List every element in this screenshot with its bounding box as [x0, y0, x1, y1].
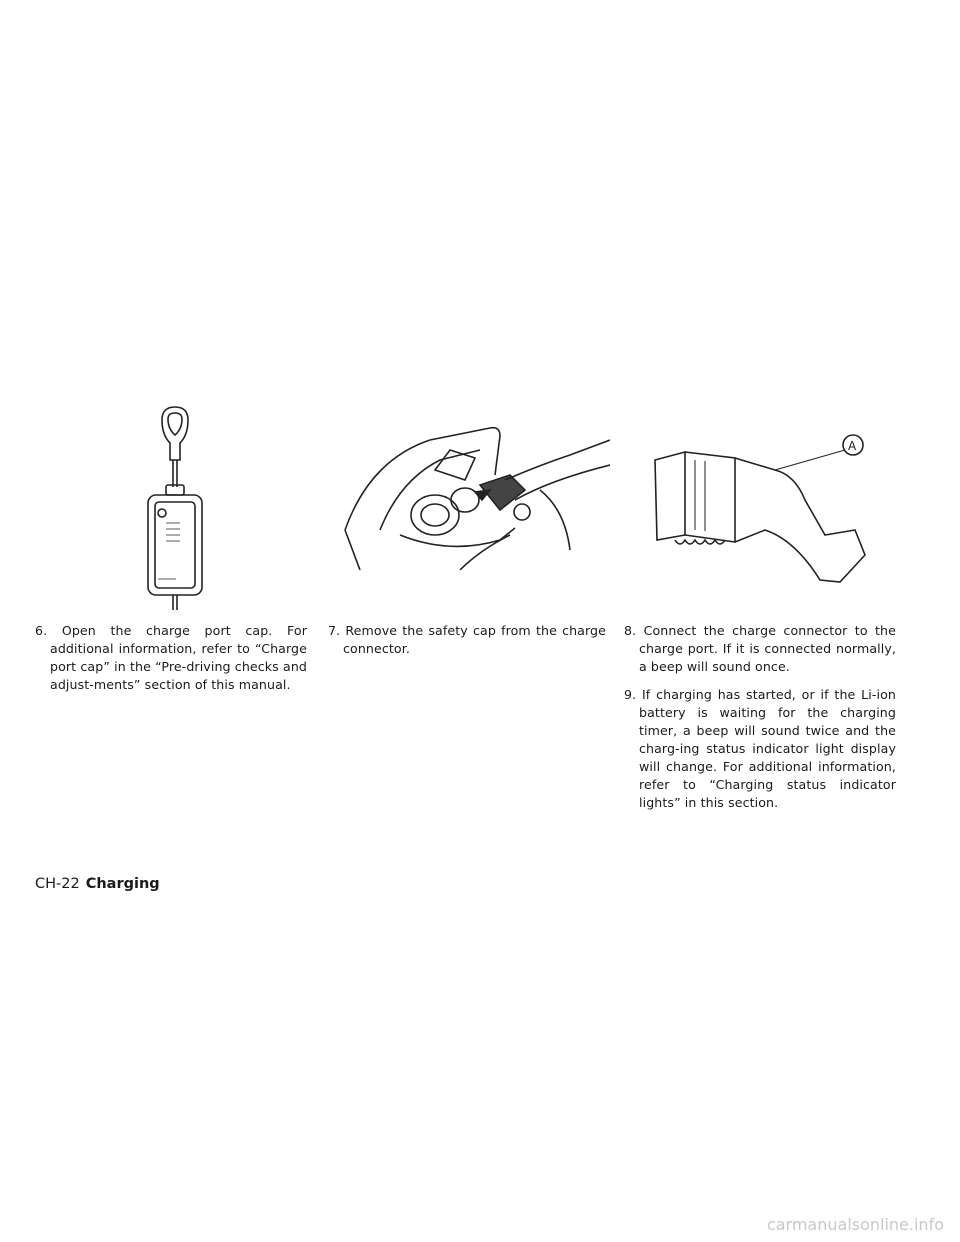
charge-connector-illustration	[645, 430, 875, 590]
column-3	[624, 622, 896, 822]
step-7: 7. Remove the safety cap from the charge connector.	[328, 623, 607, 656]
charge-cable-control-box-illustration	[130, 405, 220, 610]
column-2	[328, 622, 606, 668]
charge-port-connector-illustration	[340, 420, 610, 570]
callout-a-label: A	[848, 439, 857, 453]
step-9: 9. If charging has started, or if the Li-ion battery is waiting for the charging timer, a beep will sound twice and the charg-ing status indicator light display will change. For additional information, refer to “Charging status indicator lights” in this section.	[624, 687, 896, 810]
page-footer	[35, 876, 160, 892]
section-title: Charging	[85, 876, 160, 892]
watermark: carmanualsonline.info	[766, 1215, 944, 1234]
page-number: CH-22	[35, 876, 80, 892]
column-1	[35, 622, 307, 704]
step-6: 6. Open the charge port cap. For additional information, refer to “Charge port cap” in the “Pre-driving checks and adjust-ments” section of this manual.	[35, 623, 307, 692]
step-8: 8. Connect the charge connector to the charge port. If it is connected normally, a beep will sound once.	[624, 623, 896, 674]
